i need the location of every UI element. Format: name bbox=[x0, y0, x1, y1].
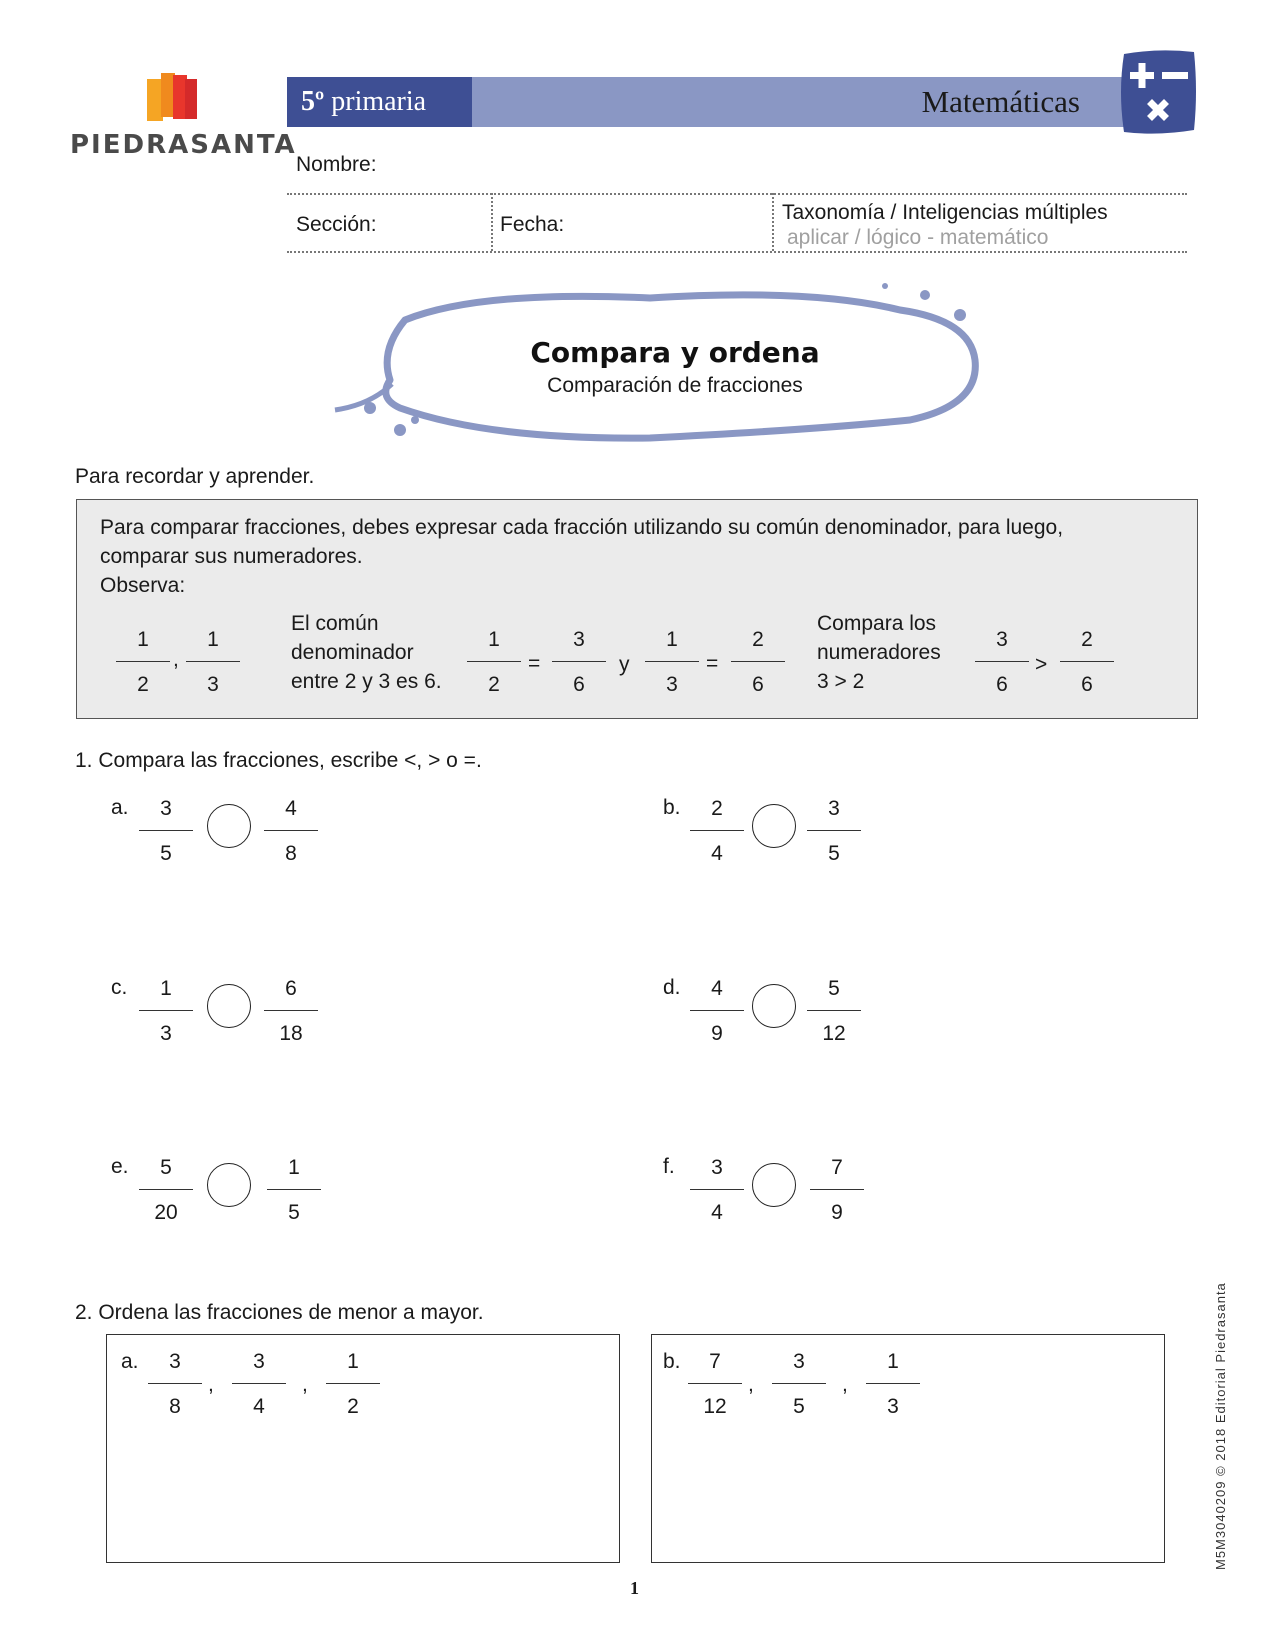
fraction bbox=[688, 1347, 742, 1422]
denominator: 9 bbox=[711, 1022, 723, 1045]
divider bbox=[772, 193, 774, 251]
fraction bbox=[810, 1153, 864, 1228]
fraction-bar bbox=[148, 1383, 202, 1384]
numerator: 3 bbox=[793, 1350, 805, 1373]
fraction-bar bbox=[139, 830, 193, 831]
fraction bbox=[975, 625, 1029, 700]
fraction bbox=[326, 1347, 380, 1422]
comma: , bbox=[208, 1373, 214, 1396]
denominator: 8 bbox=[169, 1395, 181, 1418]
comma: , bbox=[173, 648, 179, 671]
fraction-bar bbox=[326, 1383, 380, 1384]
denominator: 12 bbox=[703, 1395, 727, 1418]
numerator: 5 bbox=[160, 1156, 172, 1179]
denominator: 6 bbox=[996, 673, 1008, 696]
fraction-bar bbox=[232, 1383, 286, 1384]
remember-heading: Para recordar y aprender. bbox=[75, 465, 315, 488]
numerator: 2 bbox=[1081, 628, 1093, 651]
denominator: 5 bbox=[160, 842, 172, 865]
denominator: 6 bbox=[573, 673, 585, 696]
divider bbox=[287, 251, 1187, 253]
denominator: 6 bbox=[1081, 673, 1093, 696]
comparison-answer-circle[interactable] bbox=[207, 984, 251, 1028]
fraction-bar bbox=[690, 1010, 744, 1011]
fraction bbox=[264, 974, 318, 1049]
denominator: 9 bbox=[831, 1201, 843, 1224]
numerator: 1 bbox=[288, 1156, 300, 1179]
section-label: Sección: bbox=[296, 213, 377, 236]
fraction bbox=[467, 625, 521, 700]
denominator: 4 bbox=[253, 1395, 265, 1418]
page-title: Compara y ordena bbox=[530, 336, 820, 369]
info-line-3: Observa: bbox=[100, 574, 186, 597]
denominator: 3 bbox=[160, 1022, 172, 1045]
subject-title: Matemáticas bbox=[921, 84, 1080, 119]
comparison-answer-circle[interactable] bbox=[752, 984, 796, 1028]
fraction bbox=[267, 1153, 321, 1228]
item-letter: b. bbox=[663, 796, 681, 819]
date-label: Fecha: bbox=[500, 213, 565, 236]
numerator: 6 bbox=[285, 977, 297, 1000]
fraction-bar bbox=[866, 1383, 920, 1384]
fraction-bar bbox=[264, 1010, 318, 1011]
fraction-bar bbox=[688, 1383, 742, 1384]
numerator: 2 bbox=[752, 628, 764, 651]
comma: , bbox=[842, 1373, 848, 1396]
denominator: 20 bbox=[154, 1201, 178, 1224]
numerator: 4 bbox=[711, 977, 723, 1000]
denominator: 5 bbox=[828, 842, 840, 865]
fraction-bar bbox=[807, 1010, 861, 1011]
grade-number: 5º bbox=[301, 86, 325, 117]
denominator: 18 bbox=[279, 1022, 303, 1045]
comma: , bbox=[302, 1373, 308, 1396]
numerator: 3 bbox=[253, 1350, 265, 1373]
copyright-code: M5M3040209 © 2018 Editorial Piedrasanta bbox=[1213, 1282, 1228, 1570]
fraction-bar bbox=[645, 661, 699, 662]
divider bbox=[287, 193, 1187, 195]
numerator: 3 bbox=[711, 1156, 723, 1179]
comparison-answer-circle[interactable] bbox=[752, 1163, 796, 1207]
grade-text: primaria bbox=[331, 86, 427, 117]
fraction bbox=[139, 974, 193, 1049]
numerator: 1 bbox=[347, 1350, 359, 1373]
numerator: 3 bbox=[996, 628, 1008, 651]
numerator: 1 bbox=[207, 628, 219, 651]
item-letter: f. bbox=[663, 1155, 675, 1178]
denominator: 3 bbox=[666, 673, 678, 696]
fraction-bar bbox=[1060, 661, 1114, 662]
item-letter: d. bbox=[663, 976, 681, 999]
page-subtitle: Comparación de fracciones bbox=[547, 374, 803, 397]
item-letter: c. bbox=[111, 976, 128, 999]
numerator: 1 bbox=[488, 628, 500, 651]
fraction-bar bbox=[116, 661, 170, 662]
fraction-bar bbox=[264, 830, 318, 831]
fraction-bar bbox=[975, 661, 1029, 662]
math-operations-icon bbox=[1118, 48, 1198, 136]
fraction bbox=[552, 625, 606, 700]
denominator: 3 bbox=[887, 1395, 899, 1418]
fraction bbox=[772, 1347, 826, 1422]
numerator: 1 bbox=[666, 628, 678, 651]
name-label: Nombre: bbox=[296, 153, 377, 176]
denominator: 2 bbox=[347, 1395, 359, 1418]
comma: , bbox=[748, 1373, 754, 1396]
denominator: 6 bbox=[752, 673, 764, 696]
fraction-bar bbox=[467, 661, 521, 662]
numerator: 3 bbox=[828, 797, 840, 820]
info-line-1: Para comparar fracciones, debes expresar cada fracción utilizando su común denominador, para luego, bbox=[100, 516, 1064, 539]
taxonomy-label: Taxonomía / Inteligencias múltiples bbox=[782, 201, 1108, 224]
comparison-answer-circle[interactable] bbox=[207, 1163, 251, 1207]
brand-name: PIEDRASANTA bbox=[70, 130, 297, 160]
item-letter: a. bbox=[111, 796, 129, 819]
numerator: 3 bbox=[160, 797, 172, 820]
and-word: y bbox=[619, 653, 630, 676]
divider bbox=[491, 193, 493, 251]
fraction bbox=[186, 625, 240, 700]
fraction-bar bbox=[731, 661, 785, 662]
numerator: 7 bbox=[831, 1156, 843, 1179]
fraction bbox=[264, 794, 318, 869]
denominator: 5 bbox=[793, 1395, 805, 1418]
common-text-3: entre 2 y 3 es 6. bbox=[291, 670, 442, 693]
fraction bbox=[807, 794, 861, 869]
common-text-1: El común bbox=[291, 612, 379, 635]
fraction bbox=[148, 1347, 202, 1422]
numerator: 2 bbox=[711, 797, 723, 820]
fraction bbox=[690, 974, 744, 1049]
item-letter: b. bbox=[663, 1350, 681, 1373]
fraction-bar bbox=[690, 830, 744, 831]
fraction bbox=[807, 974, 861, 1049]
exercise-2-heading: 2. Ordena las fracciones de menor a mayor. bbox=[75, 1301, 484, 1324]
page-number: 1 bbox=[630, 1578, 639, 1598]
fraction bbox=[690, 1153, 744, 1228]
item-letter: e. bbox=[111, 1155, 129, 1178]
numerator: 3 bbox=[573, 628, 585, 651]
exercise-1-heading: 1. Compara las fracciones, escribe <, > o =. bbox=[75, 749, 482, 772]
denominator: 5 bbox=[288, 1201, 300, 1224]
fraction-bar bbox=[772, 1383, 826, 1384]
denominator: 8 bbox=[285, 842, 297, 865]
fraction-bar bbox=[186, 661, 240, 662]
denominator: 12 bbox=[822, 1022, 846, 1045]
numerator: 1 bbox=[137, 628, 149, 651]
compare-text-2: numeradores bbox=[817, 641, 941, 664]
numerator: 4 bbox=[285, 797, 297, 820]
fraction-bar bbox=[139, 1010, 193, 1011]
fraction-bar bbox=[807, 830, 861, 831]
comparison-answer-circle[interactable] bbox=[752, 804, 796, 848]
compare-text-1: Compara los bbox=[817, 612, 937, 635]
numerator: 1 bbox=[160, 977, 172, 1000]
taxonomy-value: aplicar / lógico - matemático bbox=[787, 226, 1049, 249]
info-line-2: comparar sus numeradores. bbox=[100, 545, 363, 568]
denominator: 2 bbox=[137, 673, 149, 696]
fraction bbox=[232, 1347, 286, 1422]
fraction bbox=[1060, 625, 1114, 700]
fraction bbox=[139, 794, 193, 869]
greater-than-sign: > bbox=[1035, 653, 1048, 676]
equals-sign: = bbox=[706, 652, 719, 675]
fraction bbox=[731, 625, 785, 700]
fraction-bar bbox=[267, 1189, 321, 1190]
numerator: 7 bbox=[709, 1350, 721, 1373]
fraction bbox=[116, 625, 170, 700]
piedrasanta-logo-icon bbox=[147, 73, 199, 123]
compare-text-3: 3 > 2 bbox=[817, 670, 865, 693]
denominator: 4 bbox=[711, 842, 723, 865]
item-letter: a. bbox=[121, 1350, 139, 1373]
fraction-bar bbox=[552, 661, 606, 662]
grade-label bbox=[287, 77, 472, 127]
equals-sign: = bbox=[528, 652, 541, 675]
denominator: 4 bbox=[711, 1201, 723, 1224]
fraction-bar bbox=[139, 1189, 193, 1190]
fraction bbox=[645, 625, 699, 700]
fraction bbox=[139, 1153, 193, 1228]
fraction-bar bbox=[690, 1189, 744, 1190]
fraction-bar bbox=[810, 1189, 864, 1190]
fraction bbox=[866, 1347, 920, 1422]
numerator: 3 bbox=[169, 1350, 181, 1373]
common-text-2: denominador bbox=[291, 641, 414, 664]
fraction bbox=[690, 794, 744, 869]
numerator: 1 bbox=[887, 1350, 899, 1373]
denominator: 2 bbox=[488, 673, 500, 696]
numerator: 5 bbox=[828, 977, 840, 1000]
comparison-answer-circle[interactable] bbox=[207, 804, 251, 848]
denominator: 3 bbox=[207, 673, 219, 696]
